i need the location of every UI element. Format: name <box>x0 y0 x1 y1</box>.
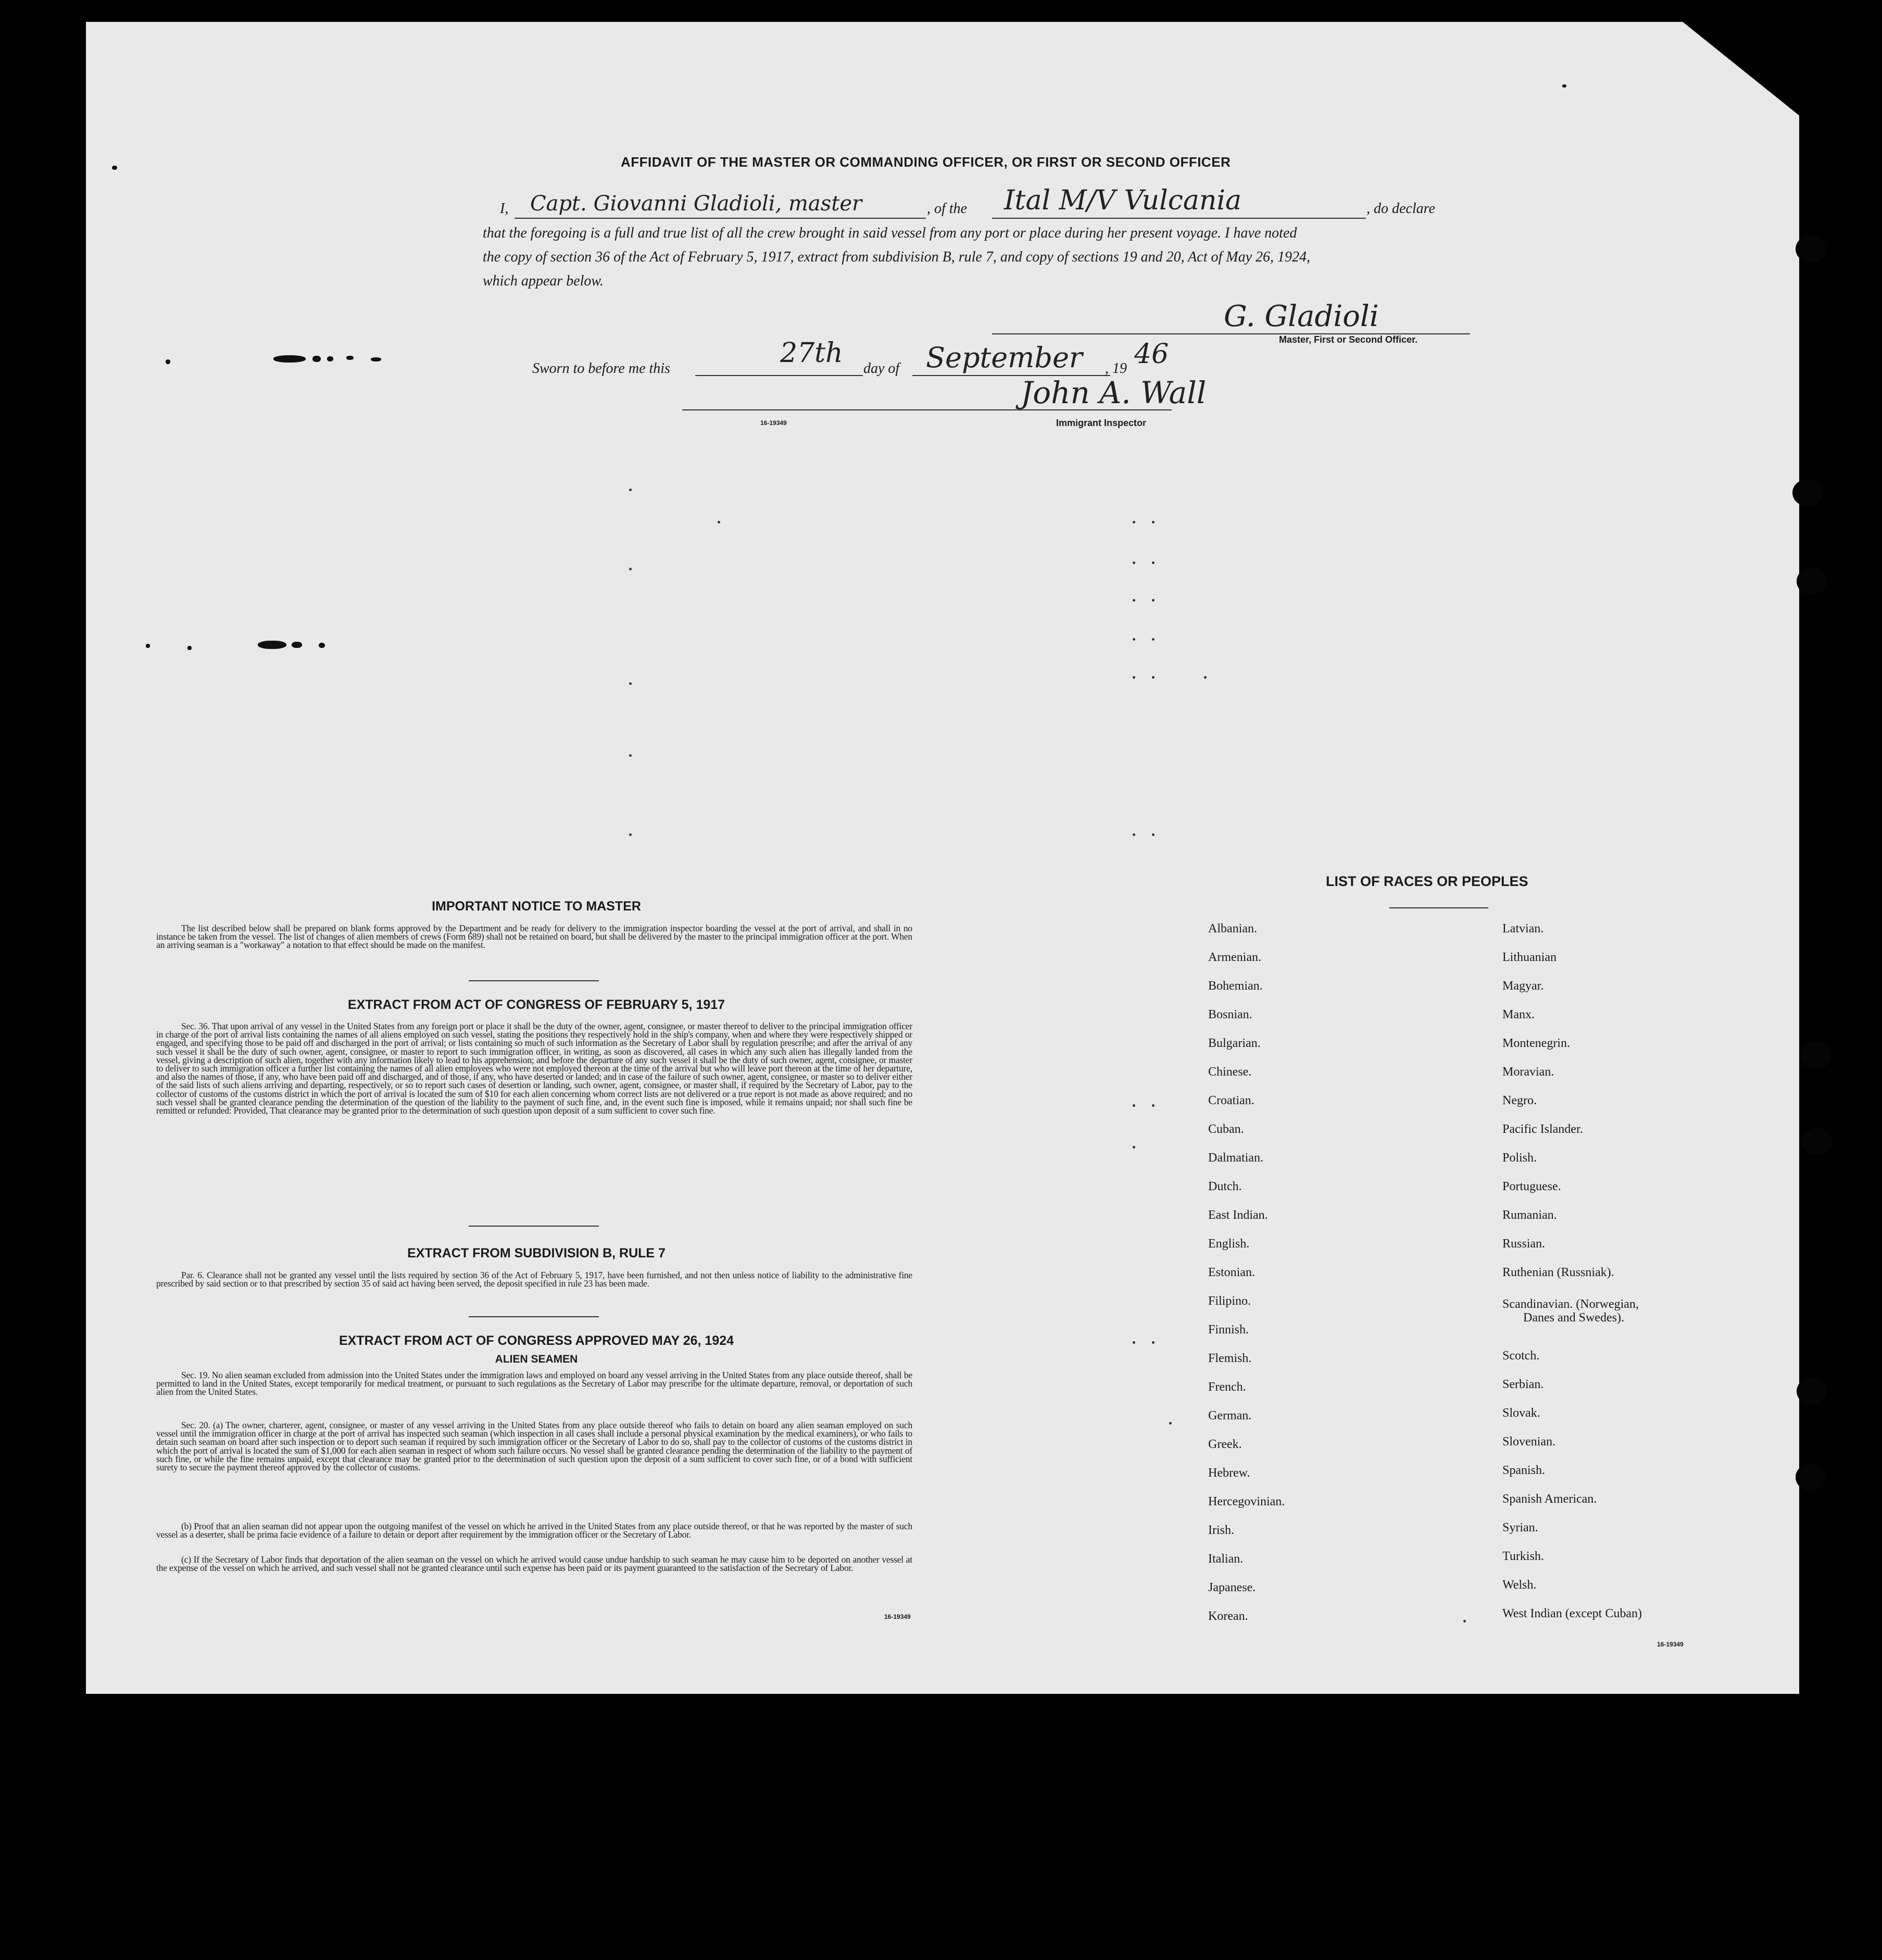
stray-dot <box>1133 1104 1135 1107</box>
affidavit-line1-prefix: I, <box>500 201 509 217</box>
race-item: Armenian. <box>1208 951 1261 964</box>
race-item: West Indian (except Cuban) <box>1502 1607 1642 1620</box>
race-item: Negro. <box>1502 1094 1537 1107</box>
race-item: Korean. <box>1208 1609 1248 1623</box>
stray-dot <box>1133 638 1135 641</box>
sworn-day-line <box>695 375 863 376</box>
race-item: Rumanian. <box>1502 1208 1557 1222</box>
affidavit-line4: which appear below. <box>483 273 604 289</box>
sworn-dayof: day of <box>863 360 900 377</box>
race-item: Chinese. <box>1208 1065 1252 1079</box>
race-item: Welsh. <box>1502 1578 1537 1592</box>
race-item: Pacific Islander. <box>1502 1122 1583 1136</box>
rule7-title: EXTRACT FROM SUBDIVISION B, RULE 7 <box>407 1246 666 1260</box>
race-item: Greek. <box>1208 1438 1242 1451</box>
affidavit-line3: the copy of section 36 of the Act of February 5, 1917, extract from subdivision B, rule 7, and copy of sections 19 and 20, Act of May 26, 1924, <box>483 249 1311 265</box>
race-item: Cuban. <box>1208 1122 1244 1136</box>
name-fill-line <box>515 218 926 219</box>
ink-speck <box>327 356 333 361</box>
race-item: Japanese. <box>1208 1581 1256 1594</box>
race-item: French. <box>1208 1380 1246 1394</box>
vessel-fill-line <box>992 218 1366 219</box>
punch-hole <box>1797 1378 1827 1405</box>
race-item: Bohemian. <box>1208 979 1263 993</box>
stray-dot <box>629 833 632 836</box>
affidavit-form-number: 16-19349 <box>760 419 787 427</box>
affidavit-line1-suffix: , do declare <box>1366 201 1435 217</box>
stray-dot <box>629 754 632 757</box>
extract-1917-body: Sec. 36. That upon arrival of any vessel in the United States from any foreign port or place it shall be the duty of the owner, agent, consignee, or master thereof to deliver to the principal immigration officer in charge of the port of arrival lists containing the names of all aliens employed on such vessel, stating the positions they respectively hold in the ship's company, when and where they were respectively shipped or engaged, and specifying those to be paid off and discharged in the port of arrival; or lists containing so much of such information as the Secretary of Labor shall by regulation prescribe; and after the arrival of any such vessel it shall be the duty of such owner, agent, consignee, or master to report to such immigration officer, in writing, as soon as discovered, all cases in which any such alien has illegally landed from the vessel, giving a description of such alien, together with any information likely to lead to his apprehension; and before the departure of any such vessel it shall be the duty of such owner, agent, consignee, or master to deliver to such immigration officer a further list containing the names of all alien employees who were not employed thereon at the time of the arrival but who will leave port thereon at the time of her departure, and also the names of those, if any, who have been paid off and discharged, and of those, if any, who have deserted or landed; and in case of the failure of such owner, agent, consignee, or master so to deliver either of the said lists of such aliens arriving and departing, respectively, or so to report such cases of desertion or landing, such owner, agent, consignee, or master shall, if required by the Secretary of Labor, pay to the collector of customs of the customs district in which the port of arrival is located the sum of $10 for each alien concerning whom correct lists are not delivered or a true report is not made as above required; and no such vessel shall be granted clearance pending the determination of the question of the liability to the payment of such fine, and, in the event such fine is imposed, while it remains unpaid; nor shall such fine be remitted or refunded: Provided, That clearance may be granted prior to the determination of such question upon deposit of a sum sufficient to cover such fine. <box>156 1021 912 1116</box>
race-item: Scandinavian. (Norwegian, <box>1502 1297 1639 1311</box>
race-item: Portuguese. <box>1502 1180 1561 1193</box>
race-item: Croatian. <box>1208 1094 1254 1107</box>
race-item: Dutch. <box>1208 1180 1242 1193</box>
ink-speck <box>112 166 117 170</box>
race-item: Slovenian. <box>1502 1435 1555 1449</box>
ink-speck <box>1562 84 1566 88</box>
race-item: Serbian. <box>1502 1378 1544 1391</box>
race-item: Dalmatian. <box>1208 1151 1263 1165</box>
alien-seamen-subtitle: ALIEN SEAMEN <box>495 1353 578 1365</box>
inspector-title: Immigrant Inspector <box>1056 418 1147 428</box>
ink-speck <box>166 359 170 364</box>
stray-dot <box>1133 521 1135 523</box>
race-item: English. <box>1208 1237 1250 1251</box>
race-item: Spanish American. <box>1502 1492 1597 1506</box>
stray-dot <box>1133 833 1135 836</box>
stray-dot <box>1133 561 1135 564</box>
ink-speck <box>273 355 306 363</box>
ink-speck <box>292 642 302 648</box>
divider <box>469 1226 599 1227</box>
stray-dot <box>1133 599 1135 602</box>
stray-dot <box>629 489 632 491</box>
punch-hole <box>1802 1128 1832 1155</box>
divider <box>1389 907 1488 908</box>
stray-dot <box>1152 1341 1155 1344</box>
affidavit-line1-mid: , of the <box>927 201 967 217</box>
race-item: Turkish. <box>1502 1550 1544 1563</box>
race-item: Irish. <box>1208 1524 1234 1537</box>
stray-dot <box>1152 638 1155 641</box>
master-signature: G. Gladioli <box>1224 299 1379 333</box>
affidavit-title: AFFIDAVIT OF THE MASTER OR COMMANDING OFFICER, OR FIRST OR SECOND OFFICER <box>621 154 1231 170</box>
race-item: East Indian. <box>1208 1208 1268 1222</box>
stray-dot <box>1133 1146 1135 1148</box>
sworn-year-handwritten: 46 <box>1134 339 1169 370</box>
race-item: Estonian. <box>1208 1266 1255 1279</box>
race-item: Bulgarian. <box>1208 1037 1261 1050</box>
race-item: Danes and Swedes). <box>1523 1311 1624 1325</box>
race-item: Lithuanian <box>1502 951 1557 964</box>
race-item: Ruthenian (Russniak). <box>1502 1266 1614 1279</box>
rule7-body: Par. 6. Clearance shall not be granted any vessel until the lists required by section 36 of the Act of February 5, 1917, have been furnished, and not then unless notice of liability to the administrative fine prescribed by said section or to that prescribed by section 35 of said act having been served, the deposit specified in rule 23 has been made. <box>156 1270 912 1289</box>
sec20c-body: (c) If the Secretary of Labor finds that deportation of the alien seaman on the vessel on which he arrived would cause undue hardship to such seaman he may cause him to be deported on another vessel at the expense of the vessel on which he arrived, and such vessel shall not be granted clearance until such expense has been paid or its payment guaranteed to the satisfaction of the Secretary of Labor. <box>156 1554 912 1574</box>
divider <box>469 980 599 981</box>
punch-hole <box>1792 479 1823 506</box>
stray-dot <box>1133 1341 1135 1344</box>
signer-role-label: Master, First or Second Officer. <box>1279 334 1418 345</box>
extract-1917-title: EXTRACT FROM ACT OF CONGRESS OF FEBRUARY 5, 1917 <box>347 997 725 1012</box>
divider <box>469 1316 599 1317</box>
punch-hole <box>1796 1464 1826 1491</box>
race-item: Latvian. <box>1502 922 1544 935</box>
ink-speck <box>258 641 286 649</box>
race-item: Slovak. <box>1502 1406 1540 1420</box>
race-item: Russian. <box>1502 1237 1546 1251</box>
ink-speck <box>187 646 192 650</box>
race-item: Albanian. <box>1208 922 1257 935</box>
sworn-month-handwritten: September <box>926 341 1083 374</box>
notice-title: IMPORTANT NOTICE TO MASTER <box>432 899 641 914</box>
stray-dot <box>1133 676 1135 679</box>
stray-dot <box>629 568 632 570</box>
extract-form-number: 16-19349 <box>884 1613 911 1620</box>
race-item: Moravian. <box>1502 1065 1554 1079</box>
sec20b-body: (b) Proof that an alien seaman did not appear upon the outgoing manifest of the vessel on which he arrived in the United States from any place outside thereof, or that he was reported by the master of such vessel as a deserter, shall be prima facie evidence of a failure to detain or deport after requirement by the immigration officer or the Secretary of Labor. <box>156 1521 912 1540</box>
stray-dot <box>1152 1104 1155 1107</box>
stray-dot <box>1204 676 1207 679</box>
stray-dot <box>1152 676 1155 679</box>
race-item: Hercegovinian. <box>1208 1495 1285 1508</box>
vessel-name-handwritten: Ital M/V Vulcania <box>1004 185 1242 216</box>
ink-speck <box>146 644 150 648</box>
master-name-handwritten: Capt. Giovanni Gladioli, master <box>530 192 862 216</box>
punch-hole <box>1796 235 1826 263</box>
race-item: Polish. <box>1502 1151 1537 1165</box>
stray-dot <box>1152 521 1155 523</box>
punch-hole <box>1801 1042 1831 1069</box>
stray-dot <box>1169 1422 1172 1425</box>
extract-1924-title: EXTRACT FROM ACT OF CONGRESS APPROVED MAY 26, 1924 <box>338 1333 734 1348</box>
sworn-year-prefix: , 19 <box>1105 360 1127 377</box>
race-item: Magyar. <box>1502 979 1544 993</box>
races-form-number: 16-19349 <box>1657 1641 1684 1648</box>
stray-dot <box>718 521 720 523</box>
race-item: Filipino. <box>1208 1294 1251 1308</box>
sworn-prefix: Sworn to before me this <box>532 360 670 377</box>
ink-speck <box>346 356 354 360</box>
punch-hole <box>1797 568 1827 595</box>
affidavit-line2: that the foregoing is a full and true list of all the crew brought in said vessel from any port or place during her present voyage. I have noted <box>483 225 1297 241</box>
stray-dot <box>1152 561 1155 564</box>
race-item: Flemish. <box>1208 1352 1252 1365</box>
notice-body: The list described below shall be prepared on blank forms approved by the Department and be ready for delivery to the immigration inspector boarding the vessel at the port of arrival, and shall in no instance be taken from the vessel. The list of changes of alien members of crews (Form 689) shall not be retained on board, but shall be delivered by the master to the principal immigration officer at the port. When an arriving seaman is a "workaway" a notation to that effect should be made on the manifest. <box>156 923 912 951</box>
race-item: Bosnian. <box>1208 1008 1252 1021</box>
races-title: LIST OF RACES OR PEOPLES <box>1326 873 1528 889</box>
race-item: German. <box>1208 1409 1252 1422</box>
inspector-signature: John A. Wall <box>1021 375 1207 410</box>
race-item: Syrian. <box>1502 1521 1538 1534</box>
race-item: Finnish. <box>1208 1323 1249 1337</box>
sec20a-body: Sec. 20. (a) The owner, charterer, agent, consignee, or master of any vessel arriving in the United States from any place outside thereof who fails to detain on board any alien seaman employed on such vessel until the immigration officer in charge at the port of arrival has inspected such seaman (which inspection in all cases shall include a personal physical examination by the medical examiners), or who fails to detain such seaman on board after such inspection or to deport such seaman if required by such immigration officer or the Secretary of Labor to do so, shall pay to the collector of customs of the customs district in which the port of arrival is located the sum of $1,000 for each alien seaman in respect of whom such failure occurs. No vessel shall be granted clearance pending the determination of the liability to the payment of such fine, or while the fine remains unpaid, except that clearance may be granted prior to the determination of such question upon the deposit of a sum sufficient to cover such fine, or of a bond with sufficient surety to secure the payment thereof approved by the collector of customs. <box>156 1420 912 1473</box>
stray-dot <box>1152 833 1155 836</box>
race-item: Scotch. <box>1502 1349 1540 1363</box>
sworn-day-handwritten: 27th <box>780 338 843 369</box>
sec19-body: Sec. 19. No alien seaman excluded from admission into the United States under the immigration laws and employed on board any vessel arriving in the United States from any place outside thereof, shall be permitted to land in the United States, except temporarily for medical treatment, or pursuant to such regulations as the Secretary of Labor may prescribe for the ultimate departure, removal, or deportation of such alien from the United States. <box>156 1370 912 1397</box>
ink-speck <box>371 357 381 361</box>
stray-dot <box>1152 599 1155 602</box>
race-item: Spanish. <box>1502 1464 1546 1477</box>
ink-speck <box>319 643 325 648</box>
race-item: Hebrew. <box>1208 1466 1250 1480</box>
race-item: Manx. <box>1502 1008 1535 1021</box>
race-item: Montenegrin. <box>1502 1037 1570 1050</box>
stray-dot <box>629 682 632 685</box>
stray-dot <box>1463 1620 1466 1622</box>
race-item: Italian. <box>1208 1552 1244 1566</box>
ink-speck <box>312 356 321 362</box>
